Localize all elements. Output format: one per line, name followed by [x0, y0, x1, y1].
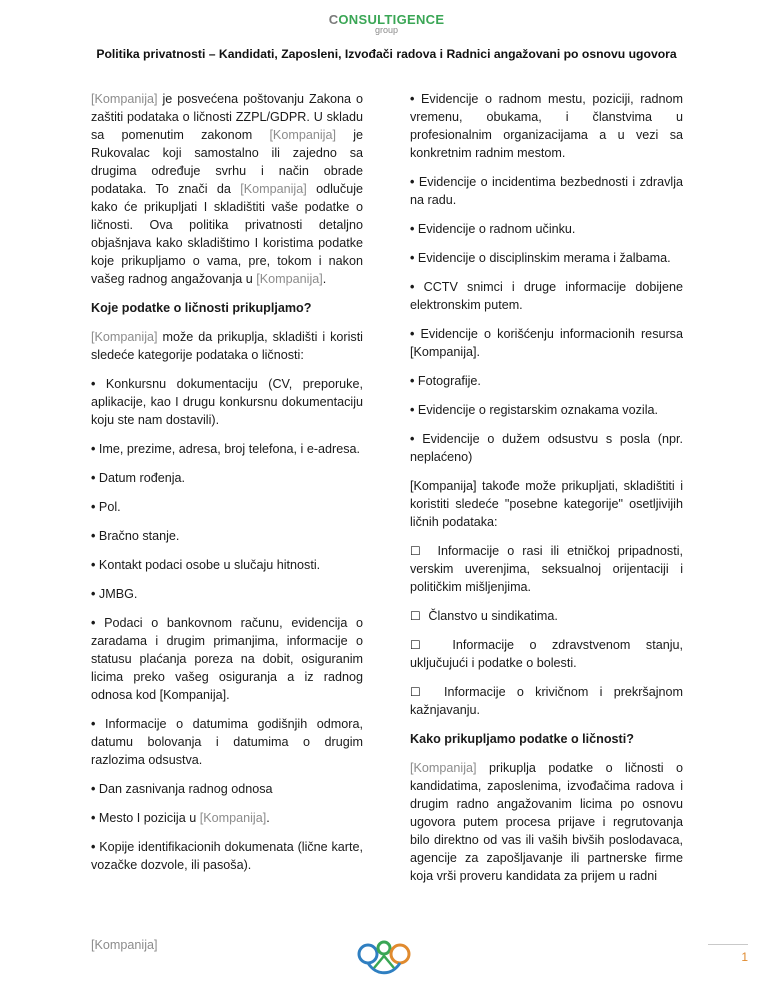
- bullet-item: • Kontakt podaci osobe u slučaju hitnosti.: [91, 556, 363, 574]
- bullet-item: • Mesto I pozicija u [Kompanija].: [91, 809, 363, 827]
- collect-paragraph: [Kompanija] može da prikuplja, skladišti i koristi sledeće kategorije podataka o ličnosti:: [91, 330, 363, 362]
- footer-company: [Kompanija]: [91, 938, 158, 952]
- company-placeholder: [Kompanija]: [269, 128, 336, 142]
- bullet-item: • Ime, prezime, adresa, broj telefona, i e-adresa.: [91, 440, 363, 458]
- special-categories-paragraph: [Kompanija] takođe može prikupljati, skladištiti i koristiti sledeće "posebne kategorije" osetljivijih ličnih podataka:: [410, 479, 683, 529]
- how-paragraph: [Kompanija] prikuplja podatke o ličnosti o kandidatima, zaposlenima, izvođačima radova i drugim radno angažovanim licima po osnovu ugovora putem procesa prijave i regrutovanja bilo direktno od vas ili vaših bivših poslodavaca, agencije za zapošljavanje ili partnerske firme koja vrši proveru kandidata za prijem u radni: [410, 761, 683, 883]
- bullet-item: • Evidencije o radnom mestu, poziciji, radnom vremenu, obukama, i članstvima u profesionalnim organizacijama a u vezi sa konkretnim radnim mestom.: [410, 90, 683, 162]
- page-number-rule: [708, 944, 748, 945]
- bullet-item: • Evidencije o korišćenju informacionih resursa [Kompanija].: [410, 325, 683, 361]
- bullet-item: • Evidencije o radnom učinku.: [410, 220, 683, 238]
- company-placeholder: [Kompanija]: [91, 92, 158, 106]
- section-heading-how: Kako prikupljamo podatke o ličnosti?: [410, 732, 634, 746]
- bullet-item: • Evidencije o registarskim oznakama vozila.: [410, 401, 683, 419]
- intro-paragraph: [Kompanija] je posvećena poštovanju Zakona o zaštiti podataka o ličnosti ZZPL/GDPR. U skladu sa pomenutim zakonom [Kompanija] je Rukovalac koji samostalno ili zajedno sa drugima određuje svrhu i način obrade podataka. To znači da [Kompanija] odlučuje kako će prikupljati I skladištiti vaše podatke o ličnosti. Ova politika privatnosti detaljno objašnjava kako skladištimo I koristima podatke koje prikupljamo o vama, pre, tokom i nakon vašeg radnog angažovanja u [Kompanija].: [91, 92, 363, 286]
- document-title: Politika privatnosti – Kandidati, Zaposleni, Izvođači radova i Radnici angažovani po osnovu ugovora: [96, 47, 677, 61]
- section-heading-collect: Koje podatke o ličnosti prikupljamo?: [91, 301, 312, 315]
- bullet-item: • Evidencije o incidentima bezbednosti i zdravlja na radu.: [410, 173, 683, 209]
- company-placeholder: [Kompanija]: [240, 182, 307, 196]
- checkbox-item: ☐ Članstvo u sindikatima.: [410, 607, 683, 625]
- bullet-item: • CCTV snimci i druge informacije dobijene elektronskim putem.: [410, 278, 683, 314]
- bullet-item: • Konkursnu dokumentaciju (CV, preporuke, aplikacije, kao I drugu konkursnu dokumentaciju koju ste nam dostavili).: [91, 375, 363, 429]
- brand-initial: C: [328, 12, 339, 27]
- brand-logo: [0, 12, 773, 35]
- brand-rest: ONSULTIGENCE: [338, 12, 445, 27]
- checkbox-item: ☐ Informacije o zdravstvenom stanju, uključujući i podatke o bolesti.: [410, 636, 683, 672]
- bullet-item: • Bračno stanje.: [91, 527, 363, 545]
- company-placeholder: [Kompanija]: [256, 272, 323, 286]
- bullet-item: • Evidencije o disciplinskim merama i žalbama.: [410, 249, 683, 267]
- company-placeholder: [Kompanija]: [410, 761, 477, 775]
- left-column: [91, 90, 363, 885]
- bullet-item: • Podaci o bankovnom računu, evidencija o zaradama i drugim primanjima, informacije o statusu plaćanja poreza na dobit, osiguranim licima preko vašeg osiguranja a iz radnog odnosa kod [Kompanija].: [91, 614, 363, 704]
- bullet-item: • Evidencije o dužem odsustvu s posla (npr. neplaćeno): [410, 430, 683, 466]
- checkbox-item: ☐ Informacije o krivičnom i prekršajnom kažnjavanju.: [410, 683, 683, 719]
- brand-subtitle: group: [374, 25, 399, 35]
- bullet-item: • Informacije o datumima godišnjih odmora, datumu bolovanja i datumima o drugim razlozima odsustva.: [91, 715, 363, 769]
- company-placeholder: [Kompanija]: [199, 811, 267, 825]
- bullet-item: • Datum rođenja.: [91, 469, 363, 487]
- bullet-item: • Dan zasnivanja radnog odnosa: [91, 780, 363, 798]
- right-column: [410, 90, 683, 896]
- bullet-item: • Kopije identifikacionih dokumenata (lične karte, vozačke dozvole, ili pasoša).: [91, 838, 363, 874]
- bullet-item: • Pol.: [91, 498, 363, 516]
- company-placeholder: [Kompanija]: [91, 330, 158, 344]
- footer-logo-icon: [352, 938, 416, 980]
- page-number: 1: [741, 950, 748, 964]
- bullet-item: • JMBG.: [91, 585, 363, 603]
- checkbox-item: ☐ Informacije o rasi ili etničkoj pripadnosti, verskim uverenjima, seksualnoj orijentaciji i političkim mišljenjima.: [410, 542, 683, 596]
- bullet-item: • Fotografije.: [410, 372, 683, 390]
